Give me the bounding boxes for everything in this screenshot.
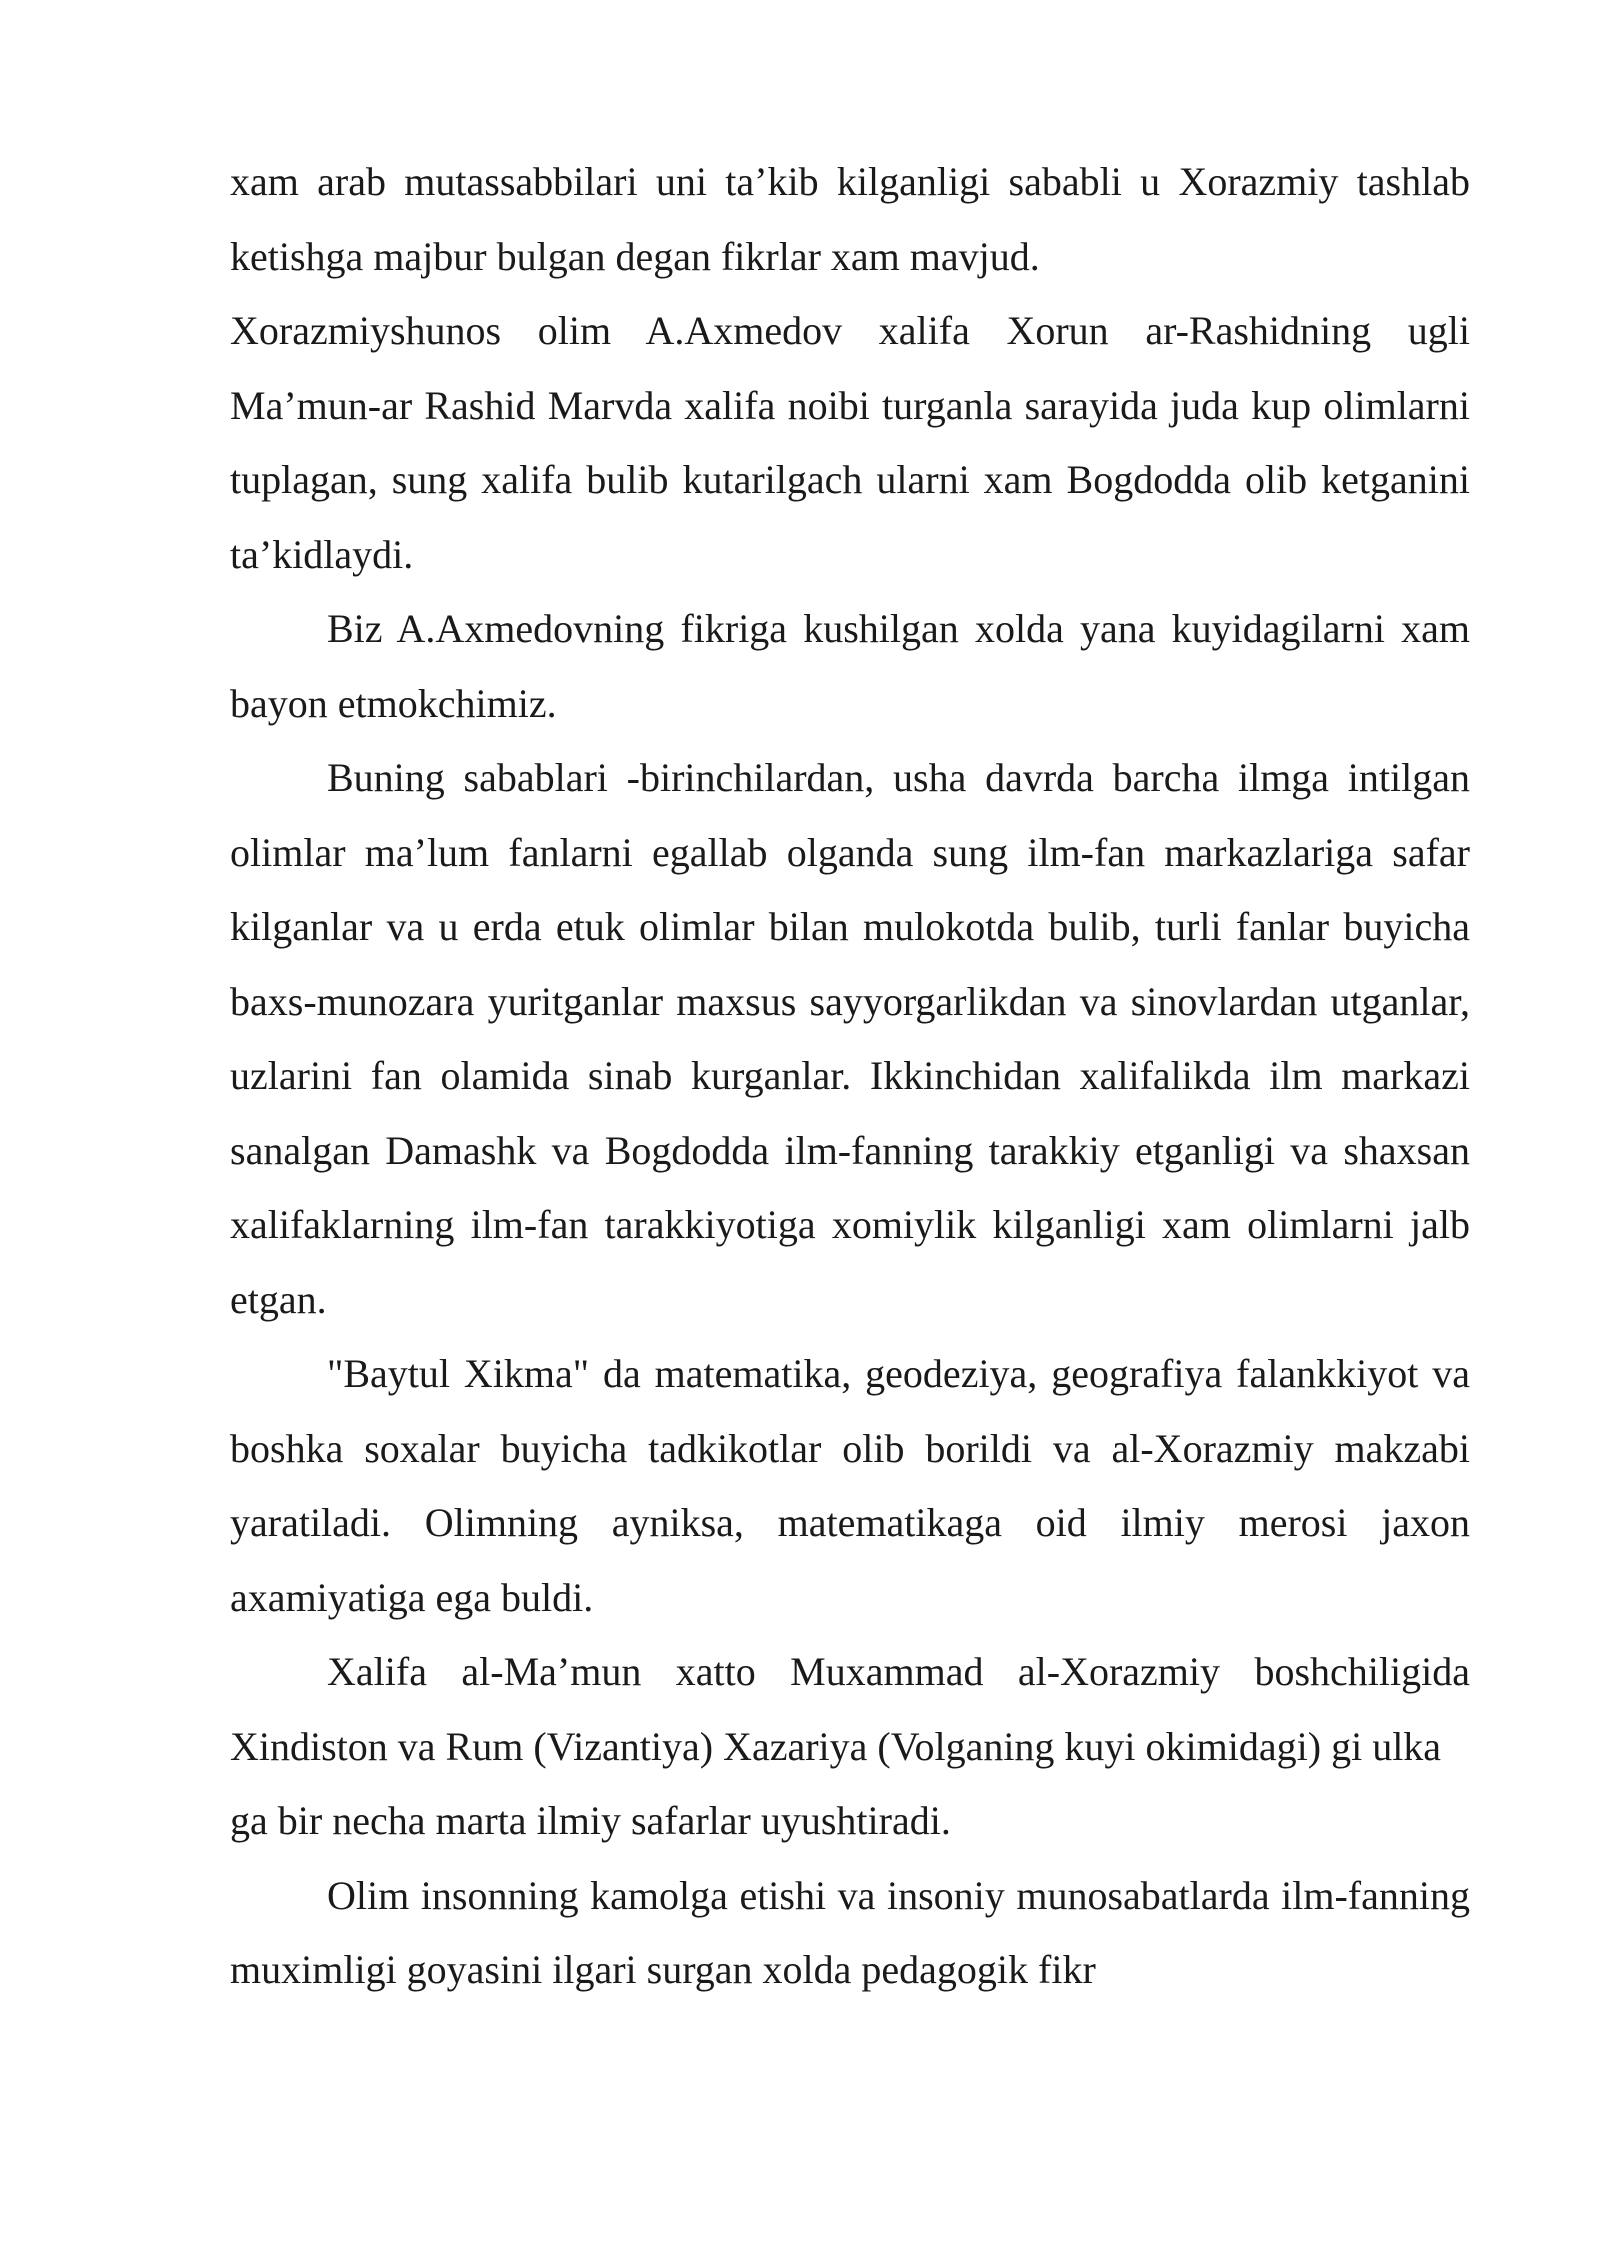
paragraph-2: Xorazmiyshunos olim A.Axmedov xalifa Xorun ar-Rashidning ugli Ma’mun-ar Rashid Marvda xalifa noibi turganla sarayida juda kup olimlarni tuplagan, sung xalifa bulib kutarilgach ularni xam Bogdodda olib ketganini ta’kidlaydi. xyxy=(230,308,1470,577)
paragraph-8: Olim insonning kamolga etishi va insoniy munosabatlarda ilm-fanning muximligi goyasini ilgari surgan xolda pedagogik fikr xyxy=(230,1872,1470,1992)
paragraph-5: "Baytul Xikma" da matematika, geodeziya, geografiya falankkiyot va boshka soxalar buyicha tadkikotlar olib borildi va al-Xorazmiy makzabi yaratiladi. Olimning ayniksa, matematikaga oid ilmiy merosi jaxon axamiyatiga ega buldi. xyxy=(230,1351,1470,1620)
paragraph-6: Xalifa al-Ma’mun xatto Muxammad al-Xorazmiy boshchiligida Xindiston va Rum (Vizantiya) Xazariya (Volganing kuyi okimidagi) gi ulka xyxy=(230,1649,1470,1769)
paragraph-4: Buning sabablari -birinchilardan, usha davrda barcha ilmga intilgan olimlar ma’lum fanlarni egallab olganda sung ilm-fan markazlariga safar kilganlar va u erda etuk olimlar bilan mulokotda bulib, turli fanlar buyicha baxs-munozara yuritganlar maxsus sayyorgarlikdan va sinovlardan utganlar, uzlarini fan olamida sinab kurganlar. Ikkinchidan xalifalikda ilm markazi sanalgan Damashk va Bogdodda ilm-fanning tarakkiy etganligi va shaxsan xalifaklarning ilm-fan tarakkiyotiga xomiylik kilganligi xam olimlarni jalb etgan. xyxy=(230,755,1470,1322)
paragraph-1: xam arab mutassabbilari uni ta’kib kilganligi sababli u Xorazmiy tashlab ketishga majbur bulgan degan fikrlar xam mavjud. xyxy=(230,159,1470,279)
paragraph-7: ga bir necha marta ilmiy safarlar uyushtiradi. xyxy=(230,1798,951,1843)
paragraph-3: Biz A.Axmedovning fikriga kushilgan xolda yana kuyidagilarni xam bayon etmokchimiz. xyxy=(230,606,1470,726)
document-body xyxy=(230,145,1470,2008)
